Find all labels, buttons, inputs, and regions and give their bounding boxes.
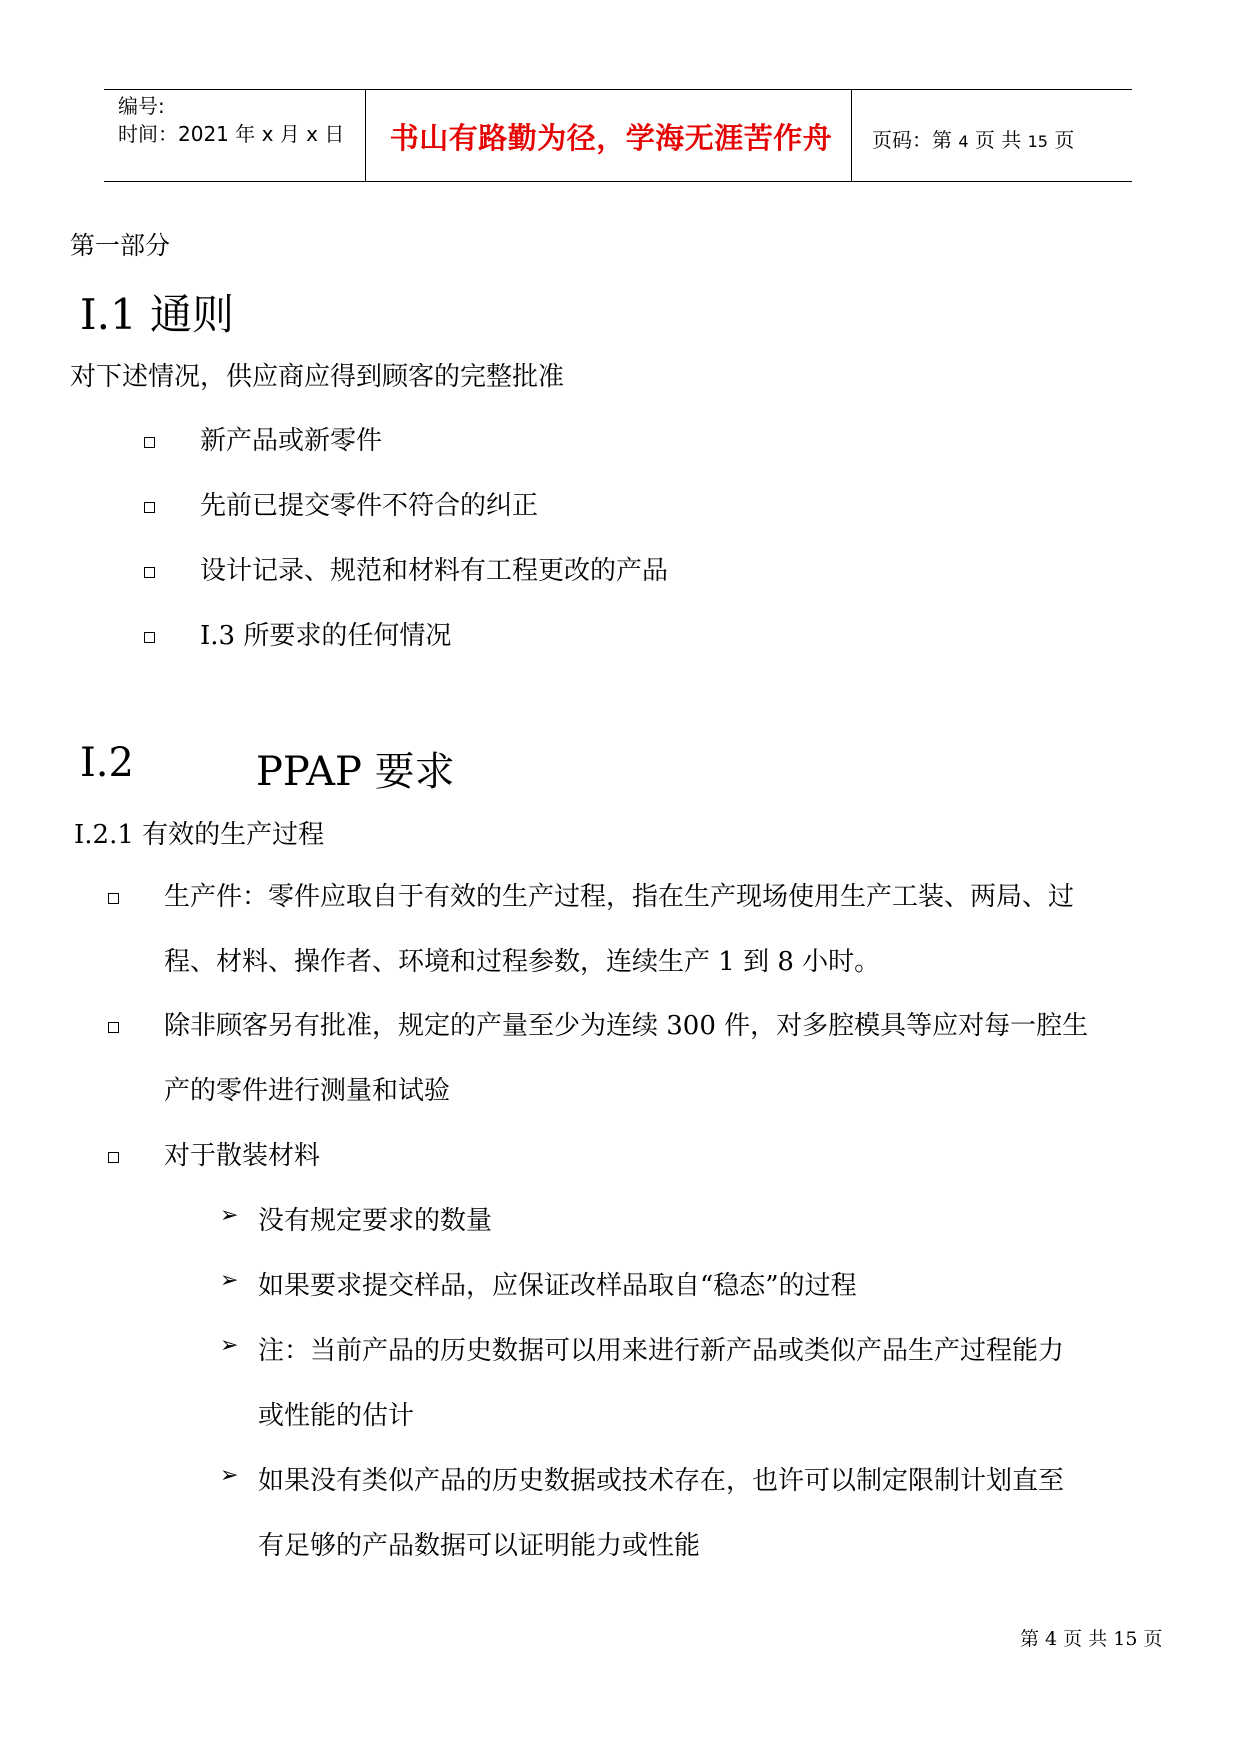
item2-line2: 产的零件进行测量和试验 (164, 1076, 451, 1106)
page-middle: 页 共 (968, 128, 1028, 152)
sub-item-b: 如果要求提交样品，应保证改样品取自“稳态”的过程 (258, 1271, 857, 1301)
header-top-border (104, 89, 1132, 90)
item1-line2: 程、材料、操作者、环境和过程参数，连续生产 1 到 8 小时。 (164, 947, 881, 977)
document-time: 时间：2021 年 x 月 x 日 (118, 122, 345, 146)
arrow-bullet-icon: ➢ (220, 1333, 239, 1358)
section1-item: 新产品或新零件 (200, 426, 383, 456)
page-total: 15 (1027, 132, 1048, 151)
section1-item: 设计记录、规范和材料有工程更改的产品 (200, 556, 669, 586)
arrow-bullet-icon: ➢ (220, 1268, 239, 1293)
page-current: 4 (958, 132, 969, 151)
square-bullet-icon (108, 893, 119, 904)
item2-line1: 除非顾客另有批准，规定的产量至少为连续 300 件，对多腔模具等应对每一腔生 (164, 1011, 1089, 1041)
header-bottom-border (104, 181, 1132, 182)
page-suffix: 页 (1047, 128, 1075, 152)
square-bullet-icon (144, 632, 155, 643)
subsection-heading: Ⅰ.2.1 有效的生产过程 (74, 820, 325, 850)
sub-item-d-line2: 有足够的产品数据可以证明能力或性能 (258, 1531, 701, 1561)
section1-item: 先前已提交零件不符合的纠正 (200, 491, 539, 521)
item1-line1: 生产件：零件应取自于有效的生产过程，指在生产现场使用生产工装、两局、过 (164, 882, 1075, 912)
sub-item-a: 没有规定要求的数量 (258, 1206, 493, 1236)
square-bullet-icon (108, 1152, 119, 1163)
square-bullet-icon (144, 567, 155, 578)
page-footer: 第 4 页 共 15 页 (1020, 1628, 1163, 1650)
square-bullet-icon (144, 502, 155, 513)
section1-heading: Ⅰ.1 通则 (80, 290, 235, 339)
arrow-bullet-icon: ➢ (220, 1203, 239, 1228)
square-bullet-icon (108, 1022, 119, 1033)
item3: 对于散装材料 (164, 1141, 321, 1171)
sub-item-c-line2: 或性能的估计 (258, 1401, 415, 1431)
sub-item-c-line1: 注：当前产品的历史数据可以用来进行新产品或类似产品生产过程能力 (258, 1336, 1065, 1366)
part-label: 第一部分 (70, 231, 171, 260)
header-info (118, 92, 344, 148)
page-prefix: 页码：第 (872, 128, 959, 152)
section2-title: PPAP 要求 (256, 749, 455, 795)
section1-item: Ⅰ.3 所要求的任何情况 (200, 621, 452, 651)
sub-item-d-line1: 如果没有类似产品的历史数据或技术存在，也许可以制定限制计划直至 (258, 1466, 1065, 1496)
arrow-bullet-icon: ➢ (220, 1463, 239, 1488)
square-bullet-icon (144, 437, 155, 448)
header-motto: 书山有路勤为径，学海无涯苦作舟 (389, 121, 833, 155)
header-page-info (872, 124, 1074, 153)
section1-intro: 对下述情况，供应商应得到顾客的完整批准 (70, 362, 565, 392)
section2-number: Ⅰ.2 (80, 740, 134, 786)
header-divider-left (365, 89, 366, 182)
document-number-label: 编号: (118, 94, 165, 118)
